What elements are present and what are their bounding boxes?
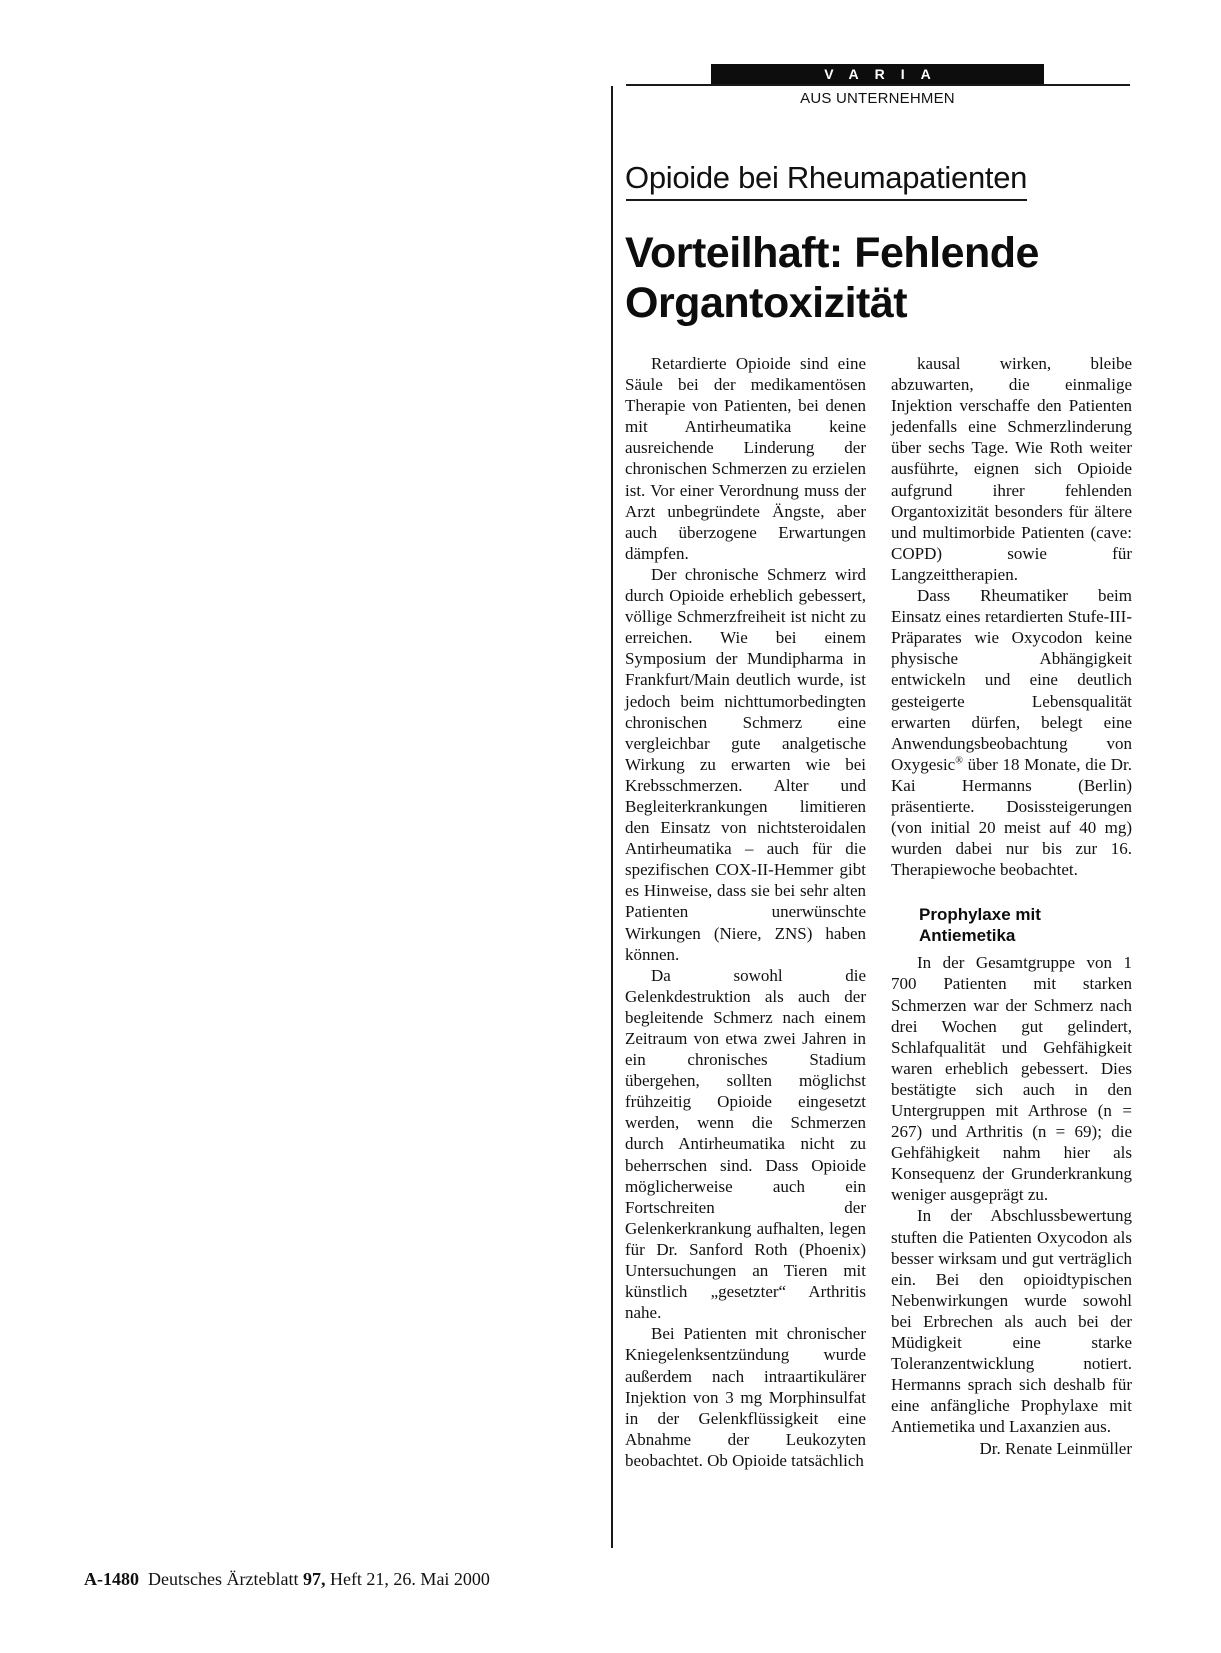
body-paragraph-oxygesic (891, 585, 1132, 880)
kicker-underline (626, 199, 1027, 201)
header-rule (626, 84, 1130, 86)
body-paragraph: In der Abschlussbewertung stuften die Patienten Oxycodon als besser wirksam und gut verträglich ein. Bei den opioidtypischen Nebenwirkungen wurde sowohl bei Erbrechen als auch bei der Müdigkeit eine starke Toleranzentwicklung notiert. Hermanns sprach sich deshalb für eine anfängliche Prophylaxe mit Antiemetika und Laxanzien aus. (891, 1206, 1132, 1437)
subheading-line-2: Antiemetika (919, 926, 1016, 946)
body-paragraph: kausal wirken, bleibe abzuwarten, die einmalige Injektion verschaffe den Patienten jedenfalls eine Schmerzlinderung über sechs Tage. Wie Roth weiter ausführte, eignen sich Opioide aufgrund ihrer fehlenden Organtoxizität besonders für ältere und multimorbide Patienten (cave: COPD) sowie für Langzeittherapien. (891, 354, 1132, 584)
section-subheading (891, 904, 1132, 946)
article-vertical-rule (611, 86, 613, 1548)
registered-mark: ® (955, 755, 963, 767)
author-byline: Dr. Renate Leinmüller (979, 1438, 1132, 1458)
body-paragraph: Der chronische Schmerz wird durch Opioide erheblich gebessert, völlige Schmerzfreiheit ist nicht zu erreichen. Wie bei einem Symposium der Mundipharma in Frankfurt/Main deutlich wurde, ist jedoch beim nichttumorbedingten chronischen Schmerz eine vergleichbar gute analgetische Wirkung zu erwarten wie bei Krebsschmerzen. Alter und Begleiterkrankungen limitieren den Einsatz von nichtsteroidalen Antirheumatika – auch für die spezifischen COX-II-Hemmer gibt es Hinweise, dass sie bei sehr alten Patienten unerwünschte Wirkungen (Niere, ZNS) haben können. (625, 564, 866, 964)
section-sublabel: AUS UNTERNEHMEN (800, 90, 955, 107)
text-column-right (891, 353, 1132, 1459)
journal-volume: 97, (302, 1569, 326, 1589)
paragraph-part: Dass Rheumatiker beim Einsatz eines retardierten Stufe-III-Präparates wie Oxycodon keine physische Abhängigkeit entwickeln und eine deutlich gesteigerte Lebensqualität erwarten dürfen, belegt eine Anwendungsbeobachtung von Oxygesic (891, 586, 1132, 774)
body-paragraph: In der Gesamtgruppe von 1 700 Patienten mit starken Schmerzen war der Schmerz nach drei Wochen gut gelindert, Schlafqualität und Gehfähigkeit waren erheblich gebessert. Dies bestätigte sich auch in den Untergruppen mit Arthrose (n = 267) und Arthritis (n = 69); die Gehfähigkeit nahm hier als Konsequenz der Grunderkrankung weniger ausgeprägt zu. (891, 953, 1132, 1205)
body-paragraph: Bei Patienten mit chronischer Kniegelenksentzündung wurde außerdem nach intraartikulärer Injektion von 3 mg Morphinsulfat in der Gelenkflüssigkeit eine Abnahme der Leukozyten beobachtet. Ob Opioide tatsächlich (625, 1324, 866, 1470)
body-paragraph: Da sowohl die Gelenkdestruktion als auch der begleitende Schmerz nach einem Zeitraum von etwa zwei Jahren in ein chronisches Stadium übergehen, sollten möglichst frühzeitig Opioide eingesetzt werden, wenn die Schmerzen durch Antirheumatika nicht zu beherrschen sind. Dass Opioide möglicherweise auch ein Fortschreiten der Gelenkerkrankung aufhalten, legen für Dr. Sanford Roth (Phoenix) Untersuchungen an Tieren mit künstlich „gesetzter“ Arthritis nahe. (625, 965, 866, 1323)
body-paragraph: Retardierte Opioide sind eine Säule bei der medikamentösen Therapie von Patienten, bei denen mit Antirheumatika keine ausreichende Linderung der chronischen Schmerzen zu erzielen ist. Vor einer Verordnung muss der Arzt unbegründete Ängste, aber auch überzogene Erwartungen dämpfen. (625, 354, 866, 563)
section-label-bar: VARIA (711, 64, 1044, 85)
headline-line-1: Vorteilhaft: Fehlende (625, 229, 1039, 277)
journal-name: Deutsches Ärzteblatt (148, 1569, 299, 1589)
subheading-line-1: Prophylaxe mit (919, 905, 1041, 925)
article-kicker: Opioide bei Rheumapatienten (625, 160, 1028, 195)
article-headline (625, 228, 1130, 328)
paragraph-part: über 18 Monate, die Dr. Kai Hermanns (Berlin) präsentierte. Dosissteigerungen (von initial 20 meist auf 40 mg) wurden dabei nur bis zur 16. Therapiewoche beobachtet. (891, 754, 1132, 880)
text-column-left (625, 353, 866, 1471)
page-footer (84, 1569, 490, 1590)
headline-line-2: Organtoxizität (625, 279, 908, 327)
page-number: A-1480 (84, 1569, 139, 1589)
issue-date: Heft 21, 26. Mai 2000 (329, 1569, 490, 1589)
